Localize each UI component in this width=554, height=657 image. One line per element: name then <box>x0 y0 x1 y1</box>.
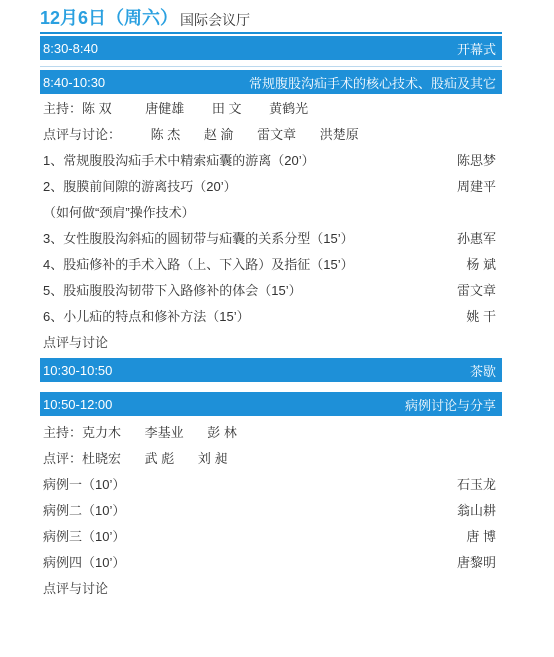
reviewers-row <box>40 444 502 470</box>
reviewer-name: 武 彪 <box>144 450 175 466</box>
session-time: 10:30-10:50 <box>43 362 113 378</box>
talk-speaker: 陈思梦 <box>456 152 496 168</box>
talk-row <box>40 224 502 250</box>
case-speaker: 唐 博 <box>466 528 496 544</box>
talk-title: （如何做“颈肩”操作技术） <box>43 204 195 220</box>
talk-row <box>40 250 502 276</box>
reviewer-name: 陈 杰 <box>150 126 181 142</box>
case-speaker: 翁山耕 <box>456 502 496 518</box>
talk-row <box>40 198 502 224</box>
session-time: 10:50-12:00 <box>43 396 113 412</box>
chair-name: 李基业 <box>144 424 184 440</box>
talk-row <box>40 172 502 198</box>
chair-name: 唐健雄 <box>145 100 185 116</box>
session-bar-core-tech <box>40 70 502 94</box>
chair-name: 主持：陈 双 <box>43 100 112 116</box>
talk-speaker: 雷文章 <box>456 282 496 298</box>
chair-name: 主持：克力木 <box>43 424 122 440</box>
talk-title: 2、腹膜前间隙的游离技巧（20’） <box>43 178 237 194</box>
talk-title: 5、股疝腹股沟韧带下入路修补的体会（15’） <box>43 282 302 298</box>
day-date: 12月6日（周六） <box>40 8 179 28</box>
talk-speaker: 孙惠军 <box>456 230 496 246</box>
case-row <box>40 548 502 574</box>
case-row <box>40 522 502 548</box>
case-title: 病例三（10’） <box>43 528 126 544</box>
chair-name: 黄鹤光 <box>269 100 309 116</box>
chair-name: 彭 林 <box>207 424 237 440</box>
chairs-row <box>40 94 502 120</box>
case-speaker: 唐黎明 <box>456 554 496 570</box>
session-bar-case-discussion <box>40 392 502 416</box>
reviewer-name: 刘 昶 <box>197 450 228 466</box>
talk-row <box>40 302 502 328</box>
talk-title: 3、女性腹股沟斜疝的圆韧带与疝囊的关系分型（15’） <box>43 230 354 246</box>
day-header <box>40 0 502 34</box>
reviewer-name: 洪楚原 <box>319 126 359 142</box>
session-topic: 病例讨论与分享 <box>404 397 496 413</box>
closing-label: 点评与讨论 <box>43 580 109 596</box>
talk-speaker: 姚 干 <box>466 308 496 324</box>
closing-label: 点评与讨论 <box>43 334 109 350</box>
talk-title: 1、常规腹股沟疝手术中精索疝囊的游离（20’） <box>43 152 315 168</box>
case-title: 病例二（10’） <box>43 502 126 518</box>
talk-row <box>40 276 502 302</box>
schedule-page <box>40 0 502 600</box>
case-title: 病例四（10’） <box>43 554 126 570</box>
talk-row <box>40 146 502 172</box>
case-row <box>40 470 502 496</box>
talk-title: 6、小儿疝的特点和修补方法（15’） <box>43 308 250 324</box>
closing-row <box>40 328 502 354</box>
closing-row <box>40 574 502 600</box>
session-bar-tea-break <box>40 358 502 382</box>
talk-speaker: 杨 斌 <box>466 256 496 272</box>
talk-speaker: 周建平 <box>456 178 496 194</box>
reviewers-row <box>40 120 502 146</box>
session-bar-opening <box>40 36 502 60</box>
chair-name: 田 文 <box>211 100 242 116</box>
session-time: 8:40-10:30 <box>43 74 106 90</box>
case-row <box>40 496 502 522</box>
reviewer-name: 点评：杜晓宏 <box>43 450 122 466</box>
talk-title: 4、股疝修补的手术入路（上、下入路）及指征（15’） <box>43 256 354 272</box>
chairs-row <box>40 418 502 444</box>
day-venue: 国际会议厅 <box>180 12 251 28</box>
reviewer-name: 雷文章 <box>257 126 297 142</box>
case-speaker: 石玉龙 <box>456 476 496 492</box>
reviewer-name: 赵 渝 <box>203 126 234 142</box>
session-time: 8:30-8:40 <box>43 40 98 56</box>
session-topic: 开幕式 <box>456 41 496 57</box>
reviewer-name: 点评与讨论： <box>43 126 122 142</box>
session-topic: 常规腹股沟疝手术的核心技术、股疝及其它 <box>248 75 496 91</box>
case-title: 病例一（10’） <box>43 476 126 492</box>
session-topic: 茶歇 <box>469 363 496 379</box>
